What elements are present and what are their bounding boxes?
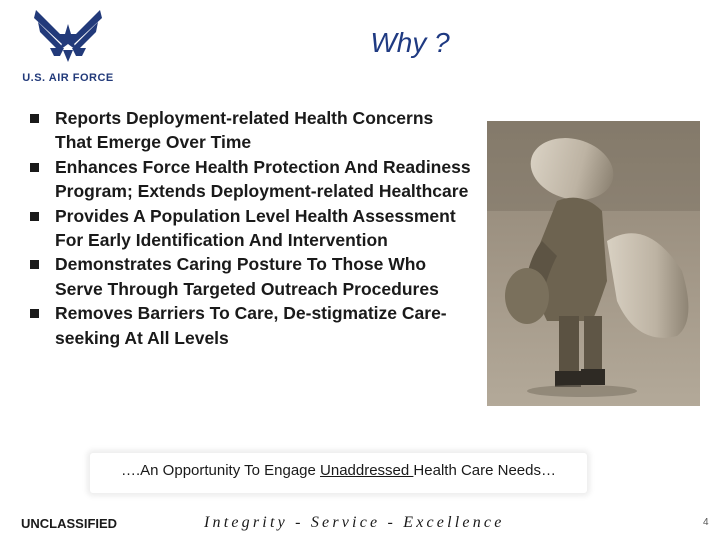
list-item [30,252,475,301]
logo-text: U.S. AIR FORCE [22,72,114,84]
square-bullet-icon [30,114,39,123]
tagline [90,462,587,479]
classification-label: UNCLASSIFIED [21,516,118,531]
soldier-photo [487,121,700,406]
list-item [30,204,475,253]
bullet-text: Demonstrates Caring Posture To Those Who Serve Through Targeted Outreach Procedures [55,254,439,299]
list-item [30,106,475,155]
motto: Integrity - Service - Excellence [204,514,505,531]
square-bullet-icon [30,163,39,172]
bullet-list [30,106,475,350]
page-number: 4 [703,517,709,528]
tagline-after: Health Care Needs… [413,462,556,479]
list-item [30,155,475,204]
bullet-text: Provides A Population Level Health Assessment For Early Identification And Intervention [55,205,456,251]
square-bullet-icon [30,260,39,269]
square-bullet-icon [30,212,39,221]
list-item [30,301,475,350]
tagline-before: ….An Opportunity To Engage [121,462,321,479]
page-title: Why ? [370,27,450,58]
tagline-underlined: Unaddressed [320,462,414,479]
bullet-text: Reports Deployment-related Health Concerns That Emerge Over Time [55,108,434,153]
bullet-text: Removes Barriers To Care, De-stigmatize Care-seeking At All Levels [55,303,447,348]
square-bullet-icon [30,309,39,318]
bullet-text: Enhances Force Health Protection And Readiness Program; Extends Deployment-related Healthcare [55,156,471,202]
tagline-box [90,453,587,493]
